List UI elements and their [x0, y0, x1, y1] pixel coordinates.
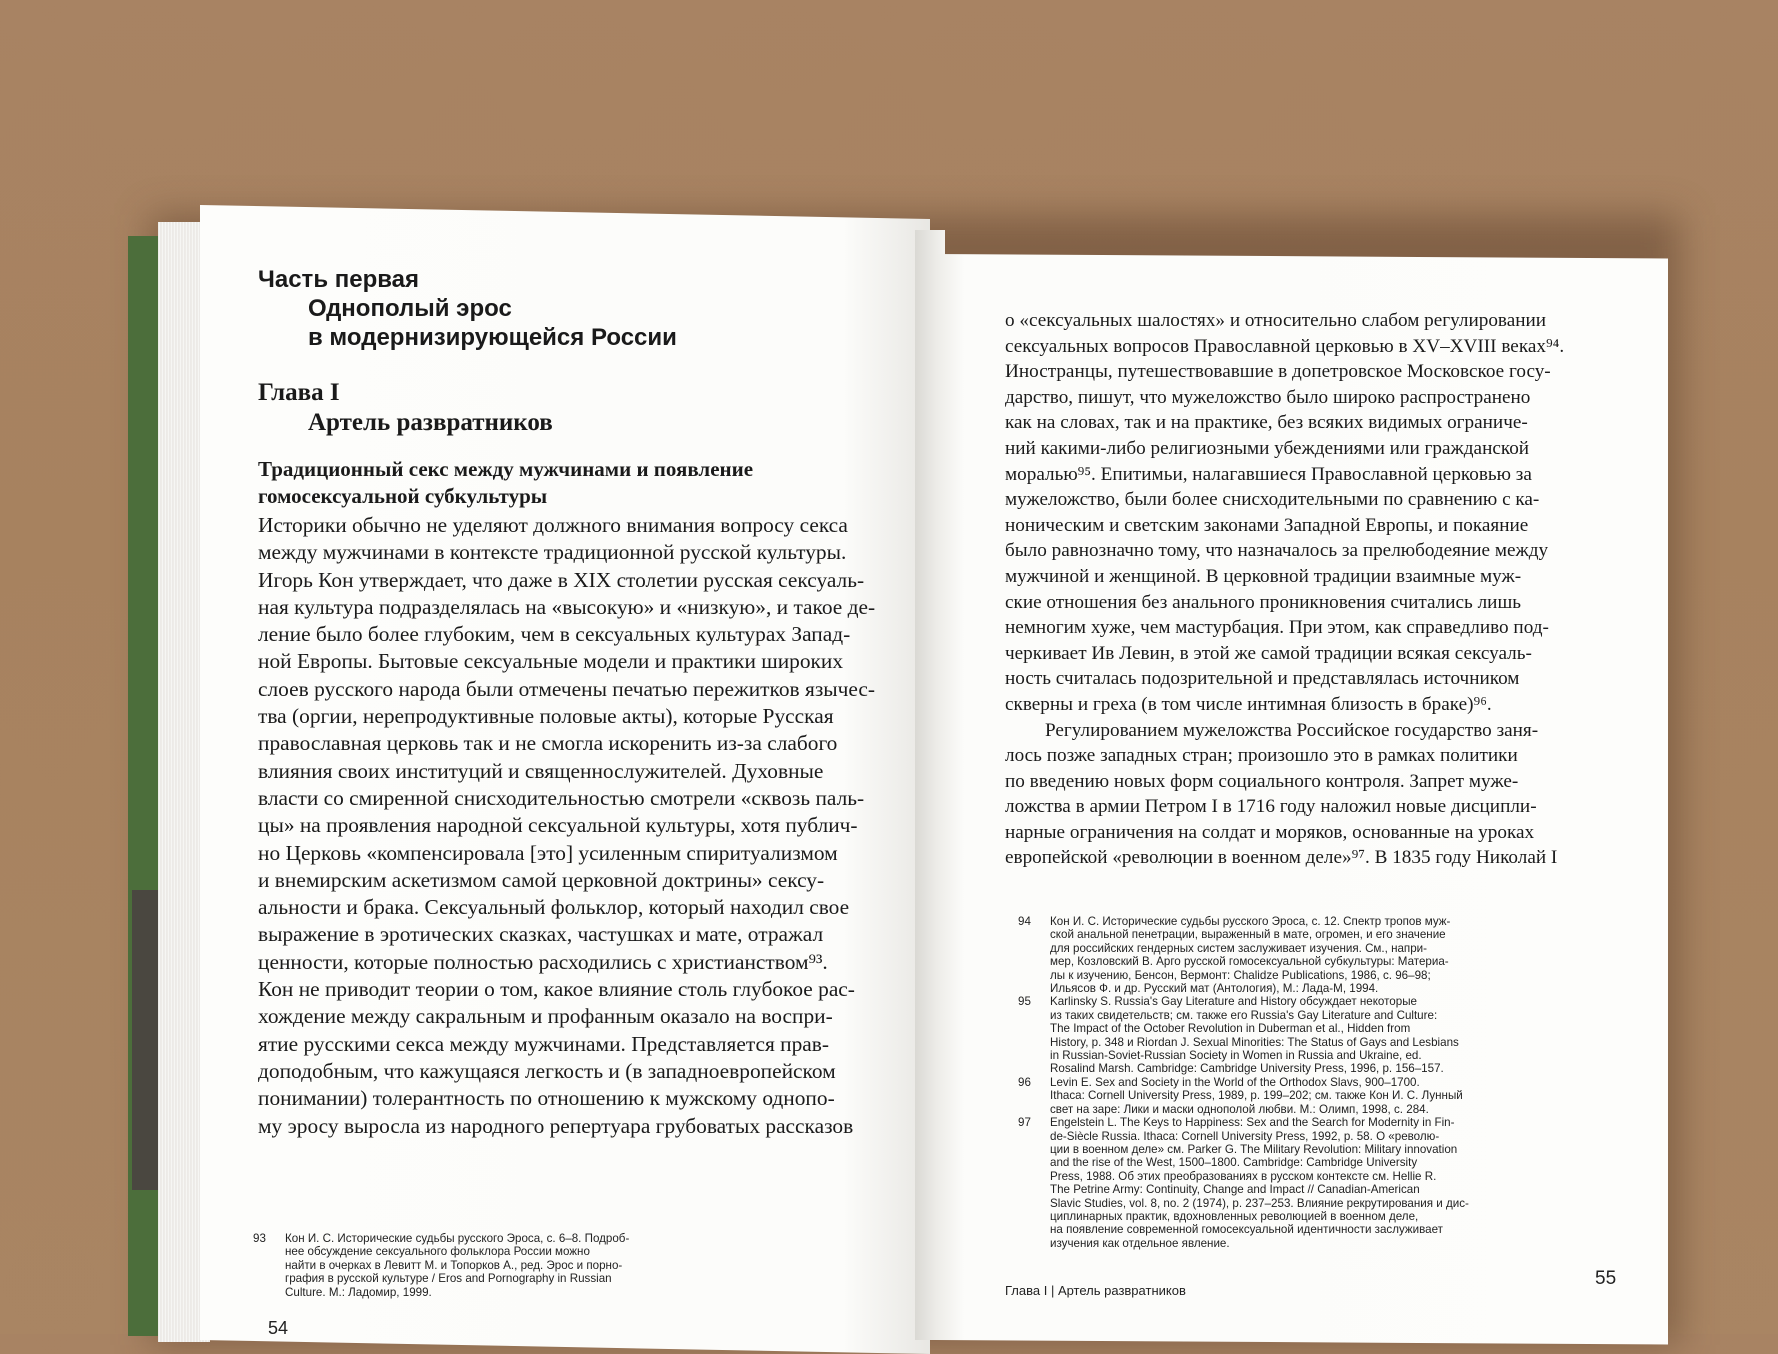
- text-line: de-Siècle Russia. Ithaca: Cornell University Press, 1992, p. 58. О «револю-: [1050, 1129, 1440, 1143]
- footnote-94: [1018, 915, 1590, 996]
- text-line: Ильясов Ф. и др. Русский мат (Антология), М.: Лада-М, 1994.: [1050, 982, 1379, 996]
- text-line: европейской «революции в военном деле»⁹⁷. В 1835 году Николай I: [1005, 847, 1558, 869]
- text-line: Кон И. С. Исторические судьбы русского Эроса, с. 6–8. Подроб-: [285, 1232, 630, 1245]
- text-line: скверны и греха (в том числе интимная близость в браке)⁹⁶.: [1005, 693, 1492, 715]
- text-line: Регулированием мужеложства Российское государство заня-: [1045, 719, 1539, 741]
- text-line: дарство, пишут, что мужеложство было широко распространено: [1005, 386, 1531, 408]
- text-line: ятие русскими секса между мужчинами. Представляется прав-: [258, 1031, 830, 1056]
- text-line: и внемирским аскетизмом самой церковной доктрины» сексу-: [258, 867, 825, 892]
- text-line: ские отношения без анального проникновения считались лишь: [1005, 591, 1521, 613]
- text-line: ной Европы. Бытовые сексуальные модели и практики широких: [258, 649, 844, 674]
- text-line: Levin E. Sex and Society in the World of the Orthodox Slavs, 900–1700.: [1050, 1075, 1420, 1089]
- left-page-text: [258, 265, 918, 1140]
- text-line: влияния своих институций и священнослужителей. Духовные: [258, 758, 824, 783]
- text-line: о «сексуальных шалостях» и относительно слабом регулировании: [1005, 310, 1547, 331]
- text-line: между мужчинами в контексте традиционной русской культуры.: [258, 540, 847, 565]
- text-line: мер, Козловский В. Арго русской гомосексуальной субкультуры: Материа-: [1050, 955, 1449, 969]
- text-line: and the rise of the West, 1500–1800. Cambridge: Cambridge University: [1050, 1156, 1418, 1170]
- text-line: History, p. 348 и Riordan J. Sexual Minorities: The Status of Gays and Lesbians: [1050, 1035, 1459, 1049]
- text-line: ции в военном деле» см. Parker G. The Military Revolution: Military innovation: [1050, 1142, 1458, 1156]
- part-heading-line: Однополый эрос: [308, 295, 512, 322]
- text-line: ложства в армии Петром I в 1716 году наложил новые дисципли-: [1005, 796, 1537, 818]
- footnote-96: [1018, 1075, 1590, 1116]
- text-line: Slavic Studies, vol. 8, no. 2 (1974), p. 237–253. Влияние рекрутирования и дис-: [1050, 1196, 1469, 1210]
- text-line: лы к изучению, Бенсон, Вермонт: Chalidze Publications, 1986, с. 96–98;: [1050, 968, 1431, 982]
- left-page-number: 54: [268, 1318, 289, 1338]
- right-footnotes: [1018, 915, 1590, 1250]
- chapter-heading: [258, 378, 918, 438]
- text-line: Иностранцы, путешествовавшие в допетровское Московское госу-: [1005, 361, 1551, 383]
- text-line: цы» на проявления народной сексуальной культуры, хотя публич-: [258, 813, 858, 838]
- text-line: выражение в эротических сказках, частушках и мате, отражал: [258, 922, 824, 947]
- part-heading: [258, 265, 918, 352]
- footnote-number: 93: [253, 1232, 266, 1245]
- footnote-text: [1050, 915, 1590, 995]
- footnote-text: [1050, 995, 1590, 1075]
- text-line: му эросу выросла из народного репертуара грубоватых рассказов: [258, 1113, 854, 1138]
- text-line: мужчиной и женщиной. В церковной традиции взаимные муж-: [1005, 565, 1522, 587]
- text-line: хождение между сакральным и профанным оказало на воспри-: [258, 1004, 833, 1029]
- footnote-text: [1050, 1076, 1590, 1116]
- text-line: немногим хуже, чем мастурбация. При этом, как справедливо под-: [1005, 617, 1549, 639]
- text-line: слоев русского народа были отмечены печатью пережитков язычес-: [258, 676, 876, 701]
- text-line: Engelstein L. The Keys to Happiness: Sex and the Search for Modernity in Fin-: [1050, 1116, 1455, 1130]
- text-line: нарные ограничения на солдат и моряков, основанные на уроках: [1005, 821, 1535, 843]
- running-head: Глава I | Артель развратников: [1005, 1283, 1186, 1298]
- text-line: найти в очерках в Левитт М. и Топорков А., ред. Эрос и порно-: [285, 1258, 623, 1272]
- chapter-heading-line: Артель развратников: [308, 409, 553, 436]
- footnote-95: [1018, 995, 1590, 1076]
- text-line: Press, 1988. Об этих преобразованиях в русском контексте см. Hellie R.: [1050, 1169, 1437, 1183]
- text-line: графия в русской культуре / Eros and Pornography in Russian: [285, 1272, 612, 1286]
- text-line: свет на заре: Лики и маски однополой любви. М.: Олимп, 1998, с. 284.: [1050, 1102, 1429, 1116]
- text-line: ная культура подразделялась на «высокую» и «низкую», и такое де-: [258, 594, 876, 619]
- text-line: ноническим и светским законами Западной Европы, и покаяние: [1005, 514, 1529, 536]
- text-line: как на словах, так и на практике, без всяких видимых ограниче-: [1005, 412, 1528, 434]
- part-heading-line: в модернизирующейся России: [308, 324, 677, 351]
- footnote-number: 96: [1018, 1075, 1031, 1089]
- footnote-number: 94: [1018, 915, 1031, 928]
- text-line: Karlinsky S. Russia's Gay Literature and History обсуждает некоторые: [1050, 995, 1417, 1009]
- text-line: доподобным, что кажущаяся легкость и (в западноевропейском: [258, 1058, 836, 1083]
- text-line: для российских гендерных систем заслуживает изучения. См., напри-: [1050, 941, 1427, 955]
- text-line: циплинарных практик, вдохновленных революцией в военном деле,: [1050, 1209, 1419, 1223]
- text-line: моралью⁹⁵. Епитимьи, налагавшиеся Православной церковью за: [1005, 463, 1532, 485]
- footnote-93: [253, 1232, 765, 1299]
- text-line: понимании) толерантность по отношению к мужскому однопо-: [258, 1086, 835, 1111]
- text-line: ление было более глубоким, чем в сексуальных культурах Запад-: [258, 622, 851, 647]
- text-line: ценности, которые полностью расходились с христианством⁹³.: [258, 949, 828, 974]
- text-line: мужеложство, были более снисходительными по сравнению с ка-: [1005, 489, 1540, 511]
- text-line: The Impact of the October Revolution in Duberman et al., Hidden from: [1050, 1022, 1411, 1036]
- text-line: тва (оргии, нерепродуктивные половые акты), которые Русская: [258, 704, 834, 729]
- text-line: лось позже западных стран; произошло это в рамках политики: [1005, 745, 1518, 767]
- text-line: православная церковь так и не смогла искоренить из-за слабого: [258, 731, 838, 756]
- text-line: но Церковь «компенсировала [это] усиленным спиритуализмом: [258, 840, 838, 865]
- text-line: из таких свидетельств; см. также его Russia's Gay Literature and Culture:: [1050, 1008, 1438, 1022]
- text-line: по введению новых форм социального контроля. Запрет муже-: [1005, 770, 1519, 792]
- section-heading-line: Традиционный секс между мужчинами и появление: [258, 457, 754, 481]
- text-line: было равнозначно тому, что назначалось за прелюбодеяние между: [1005, 540, 1549, 562]
- text-line: The Petrine Army: Continuity, Change and Impact // Canadian-American: [1050, 1183, 1420, 1197]
- section-heading-line: гомосексуальной субкультуры: [258, 484, 548, 508]
- right-paragraph-2: [1005, 718, 1645, 872]
- right-paragraph-1: [1005, 308, 1645, 718]
- text-line: Ithaca: Cornell University Press, 1989, p. 199–202; см. также Кон И. С. Лунный: [1050, 1089, 1463, 1103]
- text-line: Кон И. С. Исторические судьбы русского Эроса, с. 12. Спектр тропов муж-: [1050, 915, 1451, 928]
- text-line: Игорь Кон утверждает, что даже в XIX столетии русская сексуаль-: [258, 567, 865, 592]
- footnote-97: [1018, 1116, 1590, 1250]
- text-line: на появление современной гомосексуальной идентичности заслуживает: [1050, 1223, 1443, 1237]
- right-page-text: [1005, 308, 1645, 871]
- right-page-number: 55: [1595, 1268, 1617, 1289]
- footnote-number: 97: [1018, 1116, 1031, 1130]
- text-line: нее обсуждение сексуального фольклора России можно: [285, 1245, 590, 1259]
- text-line: черкивает Ив Левин, в этой же самой традиции всякая сексуаль-: [1005, 642, 1532, 664]
- text-line: сексуальных вопросов Православной церковью в XV–XVIII веках⁹⁴.: [1005, 335, 1565, 357]
- text-line: ность считалась подозрительной и представлялась источником: [1005, 668, 1520, 690]
- footnote-text: [285, 1232, 765, 1299]
- section-heading: [258, 456, 918, 510]
- left-body-text: [258, 512, 918, 1140]
- text-line: Историки обычно не уделяют должного внимания вопросу секса: [258, 513, 848, 537]
- part-heading-line: Часть первая: [258, 266, 420, 293]
- text-line: ний какими-либо религиозными убеждениями или гражданской: [1005, 437, 1530, 459]
- text-line: Culture. М.: Ладомир, 1999.: [285, 1285, 432, 1299]
- footnote-text: [1050, 1116, 1590, 1250]
- text-line: альности и брака. Сексуальный фольклор, который находил свое: [258, 895, 850, 920]
- text-line: власти со смиренной снисходительностью смотрели «сквозь паль-: [258, 785, 865, 810]
- chapter-heading-line: Глава I: [258, 379, 340, 406]
- text-line: Кон не приводит теории о том, какое влияние столь глубокое рас-: [258, 977, 855, 1002]
- text-line: Rosalind Marsh. Cambridge: Cambridge University Press, 1996, p. 156–157.: [1050, 1062, 1444, 1076]
- text-line: in Russian-Soviet-Russian Society in Women in Russia and Ukraine, ed.: [1050, 1049, 1422, 1063]
- text-line: изучения как отдельное явление.: [1050, 1236, 1230, 1250]
- text-line: ской анальной пенетрации, выраженный в мате, огромен, и его значение: [1050, 928, 1446, 942]
- footnote-number: 95: [1018, 995, 1031, 1009]
